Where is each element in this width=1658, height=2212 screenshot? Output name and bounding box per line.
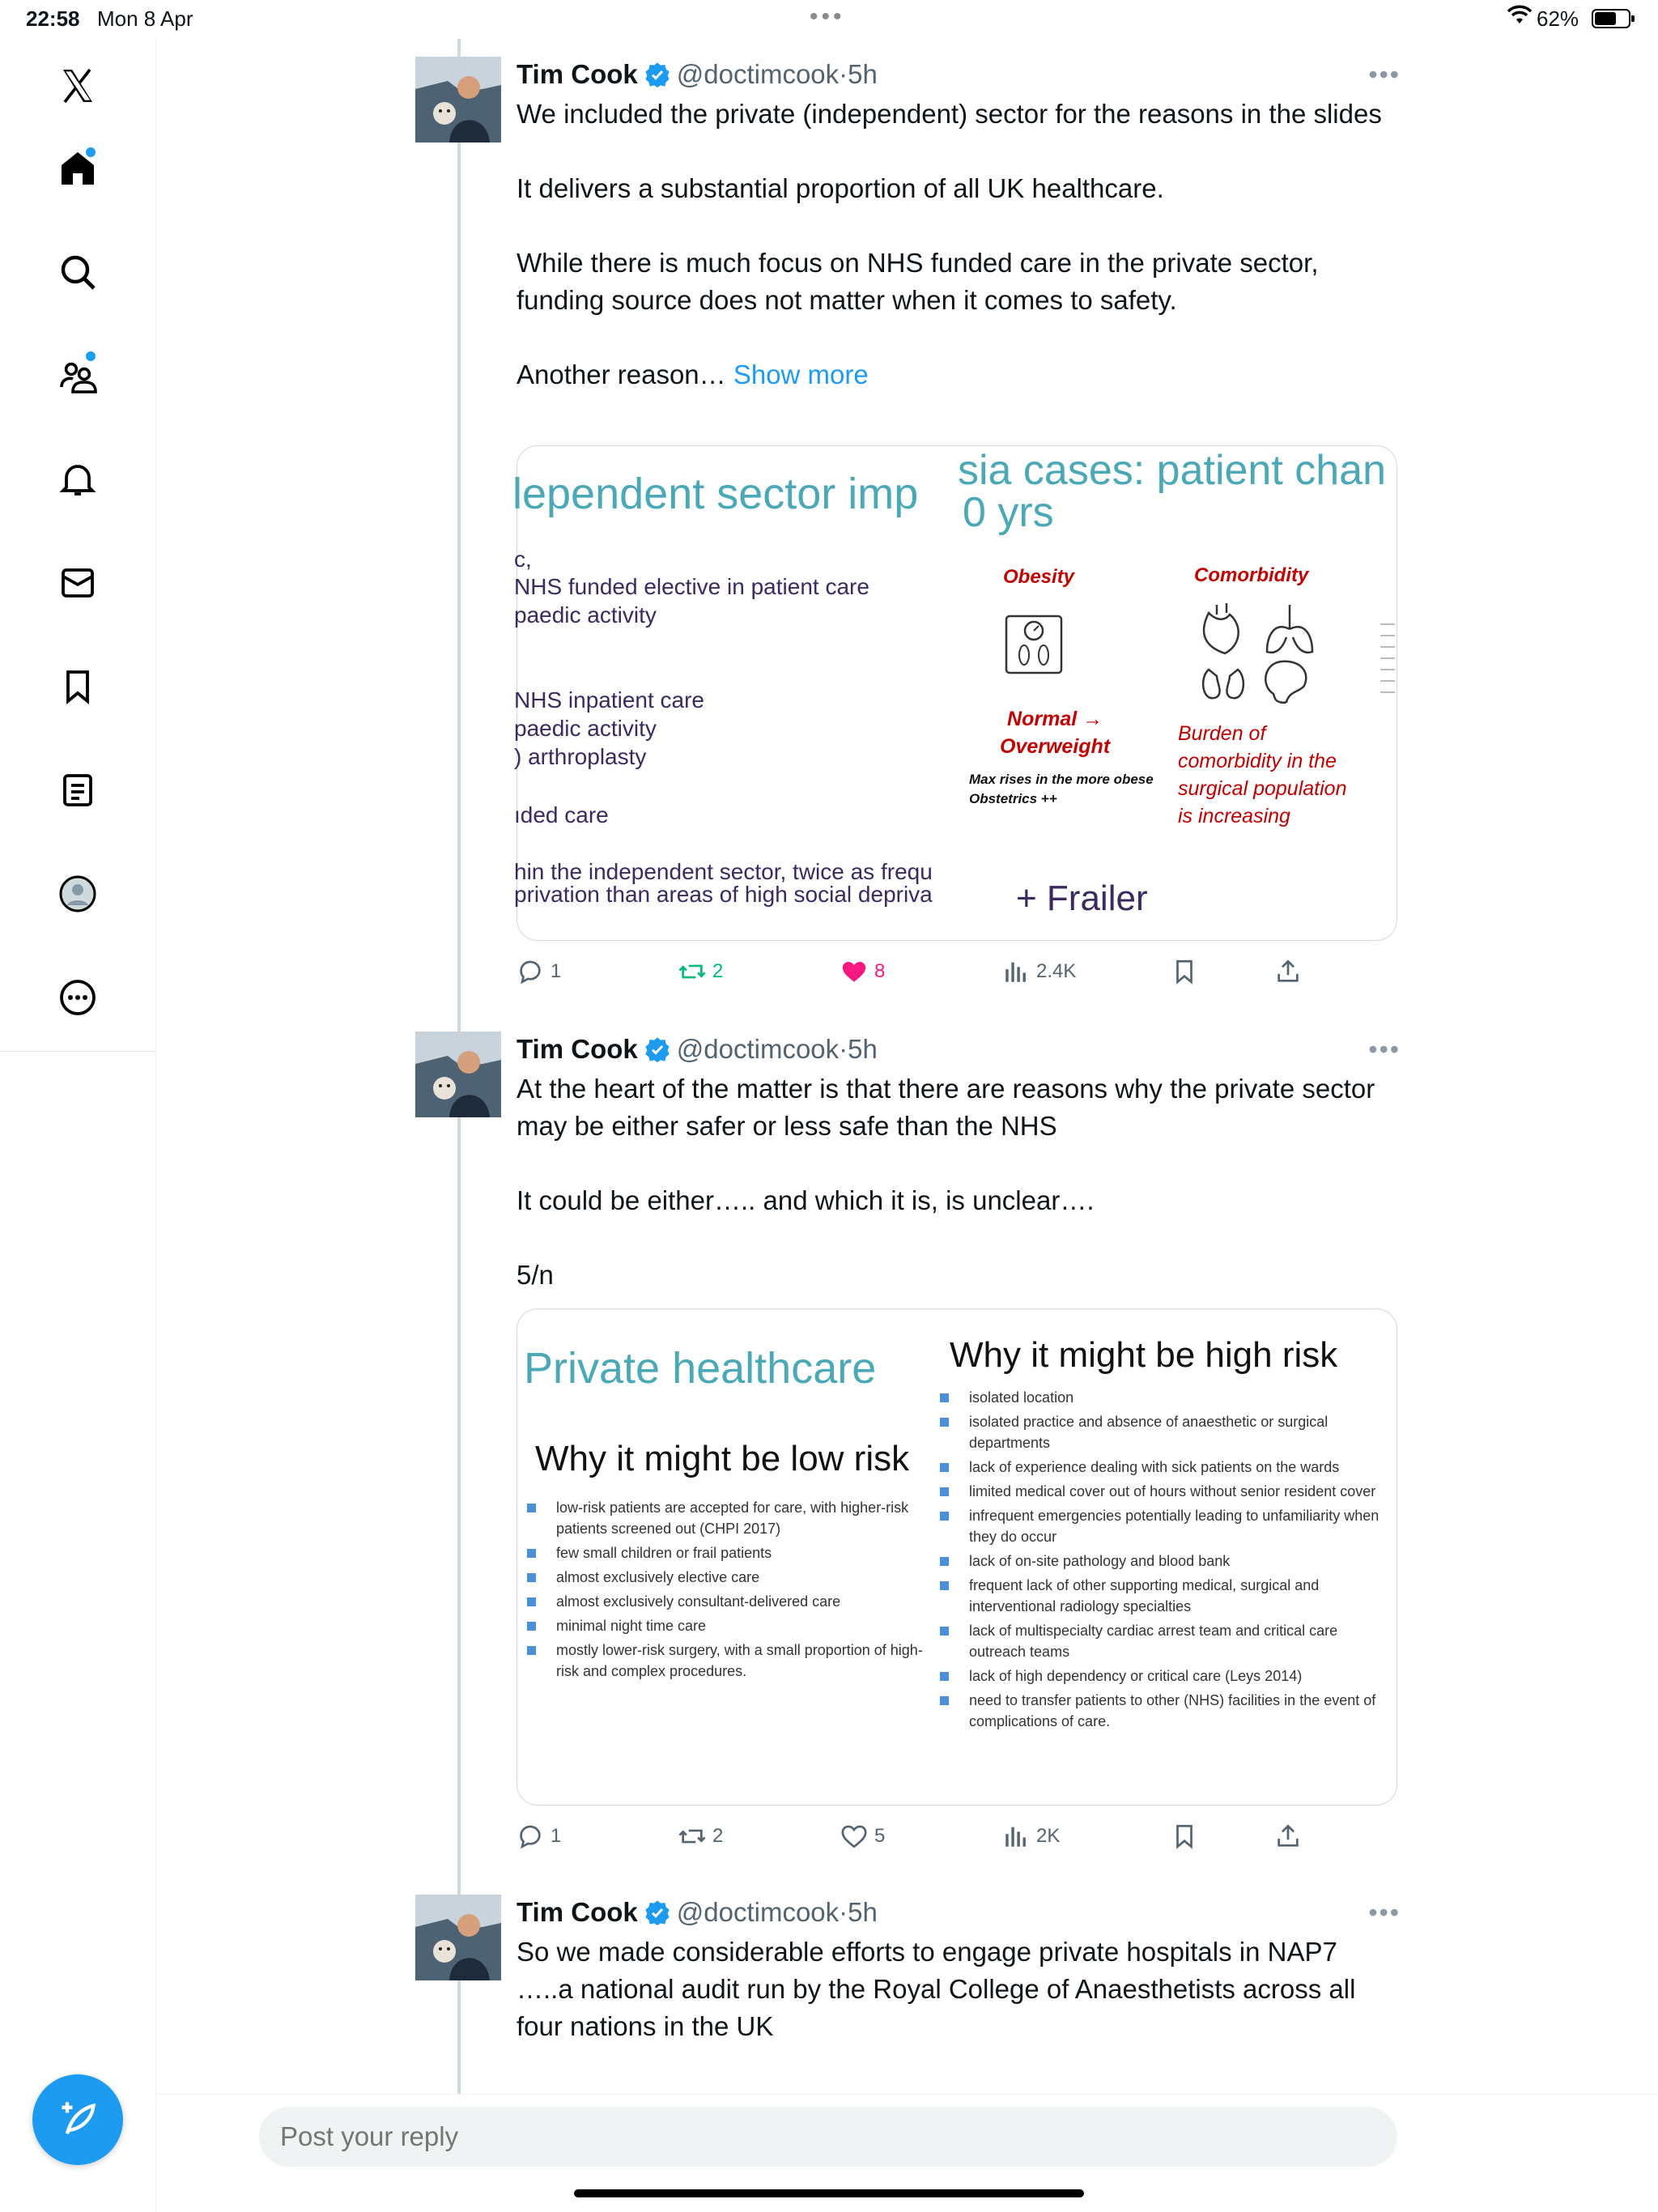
notifications-bell-icon[interactable] [49,450,107,508]
retweet-icon [678,1823,706,1850]
share-action[interactable] [1274,1819,1302,1854]
scale-icon [1003,611,1065,676]
author-avatar[interactable] [415,1895,501,1980]
like-count: 8 [874,960,886,982]
slide-title-right-line: sia cases: patient chan [958,447,1386,494]
list-item: limited medical cover out of hours without senior resident cover [938,1481,1392,1502]
tweet-paragraph: At the heart of the matter is that there are reasons why the private sector may be either safer or less safe than the NHS [517,1074,1375,1141]
dot-separator: · [839,1034,848,1064]
like-action[interactable] [840,954,885,989]
views-action[interactable] [1002,954,1076,989]
bookmarks-icon[interactable] [49,657,107,716]
status-bar [0,0,1658,39]
list-item: lack of high dependency or critical care (Leys 2014) [938,1665,1392,1687]
profile-avatar-icon[interactable] [49,865,107,923]
burden-line: Burden of [1178,722,1266,745]
small-text-line: Max rises in the more obese [969,772,1154,787]
tweet-more-icon[interactable]: ••• [1368,60,1401,89]
home-notification-dot [86,147,96,157]
tweet-timestamp[interactable]: 5h [848,1034,878,1064]
wifi-icon [1507,5,1532,31]
author-handle[interactable]: @doctimcook [676,1034,840,1064]
slide-text-line: NHS funded elective in patient care [514,574,869,599]
x-logo-icon[interactable] [49,57,107,115]
reply-icon [517,958,544,985]
normal-label-line: Normal → [1007,708,1103,730]
tweet-more-icon[interactable]: ••• [1368,1898,1401,1927]
multitasking-dots-icon[interactable]: ••• [810,3,845,30]
slide-title-right [958,449,1386,534]
tweet-header [517,57,878,92]
tweet-paragraph: Another reason… [517,359,726,389]
tweet-actions [517,1819,1401,1854]
normal-overweight-label [1000,705,1110,760]
burden-text [1178,720,1346,830]
comorbidity-label: Comorbidity [1194,564,1309,586]
bookmark-action[interactable] [1171,954,1198,989]
views-count: 2.4K [1036,960,1077,982]
tweet-paragraph: 5/n [517,1260,554,1290]
communities-icon[interactable] [49,347,107,405]
tweet-paragraph: We included the private (independent) sector for the reasons in the slides [517,99,1382,129]
high-risk-heading: Why it might be high risk [950,1335,1338,1375]
slide-text-line: ıded care [514,802,609,827]
verified-badge-icon [644,62,670,87]
list-item: frequent lack of other supporting medical, surgical and interventional radiology specialties [938,1575,1392,1617]
compose-post-button[interactable] [32,2074,123,2165]
tweet-text [517,96,1391,393]
messages-envelope-icon[interactable] [49,554,107,612]
share-action[interactable] [1274,954,1302,989]
battery-icon [1592,9,1630,28]
tweet-paragraph-last [517,356,1391,393]
lists-icon[interactable] [49,761,107,819]
author-avatar[interactable] [415,57,501,143]
slide-text-line: NHS inpatient care [514,687,705,713]
low-risk-heading: Why it might be low risk [535,1439,910,1478]
slide-text-line: hin the independent sector, twice as frequ [514,859,933,884]
author-handle[interactable]: @doctimcook [676,1897,840,1927]
sidebar-divider [0,1051,156,1052]
retweet-count: 2 [712,1825,724,1847]
slide-small-text [969,770,1154,809]
slide-text-line: paedic activity [514,716,657,741]
reply-icon [517,1823,544,1850]
slide-title-right-line: 0 yrs [963,489,1054,536]
retweet-action[interactable] [678,954,723,989]
tweet-paragraph: It could be either….. and which it is, is unclear…. [517,1185,1095,1215]
tweet-text [517,1933,1391,2045]
heart-filled-icon [840,958,868,985]
tweet-header [517,1032,878,1067]
burden-line: is increasing [1178,805,1290,827]
tweet-paragraph: So we made considerable efforts to engage private hospitals in NAP7 …..a national audit run by the Royal College of Anaesthetists across all four nations in the UK [517,1937,1356,2041]
slide-text-line: ) arthroplasty [514,744,647,769]
author-name[interactable]: Tim Cook [517,1034,638,1064]
reply-count: 1 [551,1825,562,1847]
list-item: few small children or frail patients [525,1542,938,1563]
slide-text-line: privation than areas of high social depriva [514,882,933,907]
home-icon[interactable] [49,139,107,198]
list-item: almost exclusively elective care [525,1567,938,1588]
tweet-paragraph: It delivers a substantial proportion of all UK healthcare. [517,173,1164,203]
list-item: lack of multispecialty cardiac arrest team and critical care outreach teams [938,1620,1392,1662]
low-risk-list [525,1497,938,1685]
list-item: isolated practice and absence of anaesthetic or surgical departments [938,1411,1392,1453]
status-date: Mon 8 Apr [97,6,193,31]
heart-icon [840,1823,868,1850]
reply-count: 1 [551,960,562,982]
sidebar [0,39,156,2212]
share-icon [1274,958,1302,985]
home-indicator[interactable] [574,2189,1084,2197]
slide-text-line: paedic activity [514,602,657,627]
list-item: mostly lower-risk surgery, with a small proportion of high-risk and complex procedures. [525,1640,938,1682]
list-item: isolated location [938,1387,1392,1408]
tweet-image-slide[interactable] [517,1308,1397,1806]
verified-badge-icon [644,1036,670,1062]
tweet-paragraph: While there is much focus on NHS funded care in the private sector, funding source does not matter when it comes to safety. [517,248,1319,315]
tweet[interactable] [413,57,1401,1020]
views-chart-icon [1002,1823,1030,1850]
frailer-label: + Frailer [1016,878,1148,918]
slide-title-left: lependent sector imp [512,470,919,518]
bookmark-icon [1171,1823,1198,1850]
list-item: need to transfer patients to other (NHS) facilities in the event of complications of care. [938,1690,1392,1732]
reply-action[interactable] [517,954,561,989]
verified-badge-icon [644,1899,670,1925]
tweet-timestamp[interactable]: 5h [848,1897,878,1927]
obesity-label: Obesity [1003,566,1075,588]
search-icon[interactable] [49,243,107,301]
retweet-action[interactable] [678,1819,723,1854]
small-text-line: Obstetrics ++ [969,791,1057,806]
communities-notification-dot [86,351,96,361]
reply-input[interactable] [259,2107,1397,2167]
like-count: 5 [874,1825,886,1847]
list-item: lack of experience dealing with sick patients on the wards [938,1457,1392,1478]
bookmark-icon [1171,958,1198,985]
tweet-header [517,1895,878,1930]
retweet-count: 2 [712,960,724,982]
tweet-more-icon[interactable]: ••• [1368,1035,1401,1064]
burden-line: comorbidity in the [1178,750,1337,772]
normal-label-line: Overweight [1000,735,1111,758]
tweet-text [517,1070,1391,1294]
author-name[interactable]: Tim Cook [517,59,638,89]
like-action[interactable] [840,1819,885,1854]
list-item: low-risk patients are accepted for care, with higher-risk patients screened out (CHPI 2017) [525,1497,938,1539]
author-name[interactable]: Tim Cook [517,1897,638,1927]
more-options-icon[interactable] [49,968,107,1027]
tweet-actions [517,954,1401,989]
views-action[interactable] [1002,1819,1060,1854]
views-chart-icon [1002,958,1030,985]
retweet-icon [678,958,706,985]
dot-separator: · [839,59,848,89]
tweet[interactable] [413,1032,1401,1865]
share-icon [1274,1823,1302,1850]
tweet-image-slide[interactable] [512,445,1397,941]
high-risk-list [938,1387,1392,1735]
burden-line: surgical population [1178,777,1347,800]
bookmark-action[interactable] [1171,1819,1198,1854]
list-item: infrequent emergencies potentially leading to unfamiliarity when they do occur [938,1505,1392,1547]
reply-action[interactable] [517,1819,561,1854]
slide-title: Private healthcare [524,1344,877,1393]
slide-mini-scale-icon [1379,619,1397,700]
show-more-link[interactable]: Show more [733,359,869,389]
list-item: lack of on-site pathology and blood bank [938,1551,1392,1572]
list-item: almost exclusively consultant-delivered care [525,1591,938,1612]
organs-icon [1192,597,1330,718]
list-item: minimal night time care [525,1615,938,1636]
tweet[interactable] [413,1895,1401,2094]
slide-text-line: c, [514,547,532,572]
author-handle[interactable]: @doctimcook [676,59,840,89]
tweet-timestamp[interactable]: 5h [848,59,878,89]
views-count: 2K [1036,1825,1061,1847]
battery-percent: 62% [1537,6,1579,31]
dot-separator: · [839,1897,848,1927]
status-time: 22:58 [26,6,80,31]
author-avatar[interactable] [415,1032,501,1117]
